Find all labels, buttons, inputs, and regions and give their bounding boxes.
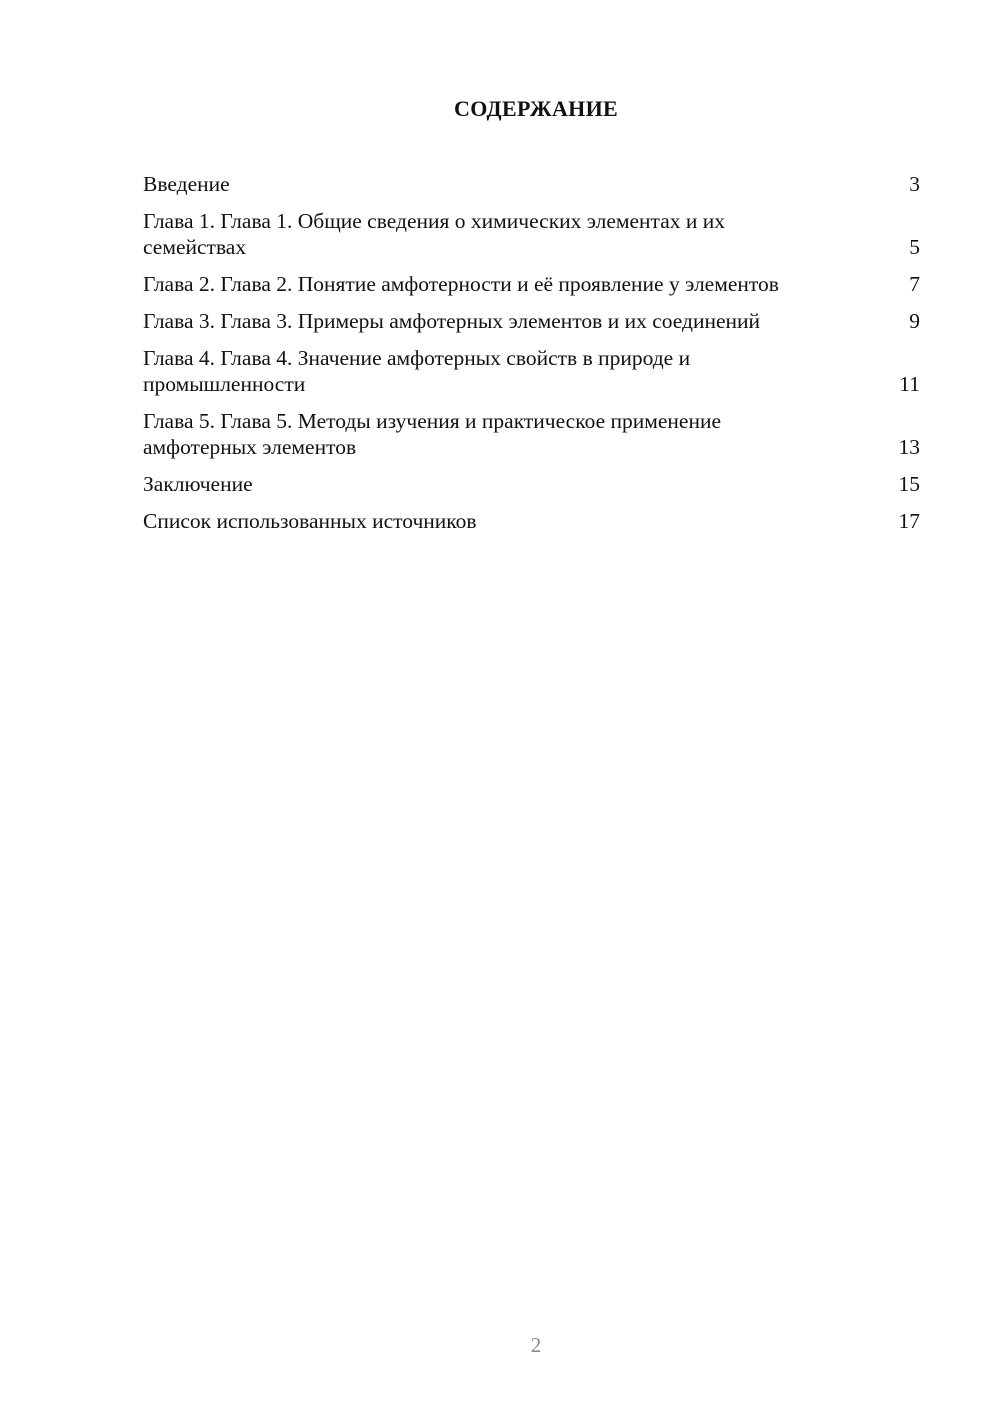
toc-entry-page: 15 [898, 472, 920, 496]
toc-entry-title: Глава 1. Глава 1. Общие сведения о химических элементах и их семействах [143, 209, 726, 259]
toc-entry-title: Заключение [143, 472, 253, 496]
toc-entry-chapter-2[interactable] [143, 271, 920, 297]
toc-entry-page: 11 [899, 372, 920, 396]
toc-entry-title: Глава 2. Глава 2. Понятие амфотерности и её проявление у элементов [143, 272, 779, 296]
table-of-contents [143, 171, 920, 545]
toc-entry-title: Введение [143, 172, 230, 196]
toc-entry-title: Список использованных источников [143, 509, 477, 533]
toc-entry-title: Глава 3. Глава 3. Примеры амфотерных элементов и их соединений [143, 309, 761, 333]
toc-entry-chapter-4[interactable] [143, 345, 920, 397]
toc-entry-page: 13 [898, 435, 920, 459]
toc-entry-chapter-5[interactable] [143, 408, 920, 460]
page-number: 2 [530, 1333, 542, 1357]
toc-entry-page: 7 [909, 272, 920, 296]
toc-entry-page: 3 [909, 172, 920, 196]
toc-entry-conclusion[interactable] [143, 471, 920, 497]
toc-entry-references[interactable] [143, 508, 920, 534]
toc-entry-chapter-1[interactable] [143, 208, 920, 260]
toc-entry-introduction[interactable] [143, 171, 920, 197]
toc-entry-title: Глава 5. Глава 5. Методы изучения и практическое применение амфотерных элементов [143, 409, 722, 459]
toc-entry-page: 17 [898, 509, 920, 533]
toc-entry-chapter-3[interactable] [143, 308, 920, 334]
toc-entry-page: 5 [909, 235, 920, 259]
toc-entry-title: Глава 4. Глава 4. Значение амфотерных свойств в природе и промышленности [143, 346, 691, 396]
page-title: СОДЕРЖАНИЕ [454, 96, 618, 121]
toc-entry-page: 9 [909, 309, 920, 333]
